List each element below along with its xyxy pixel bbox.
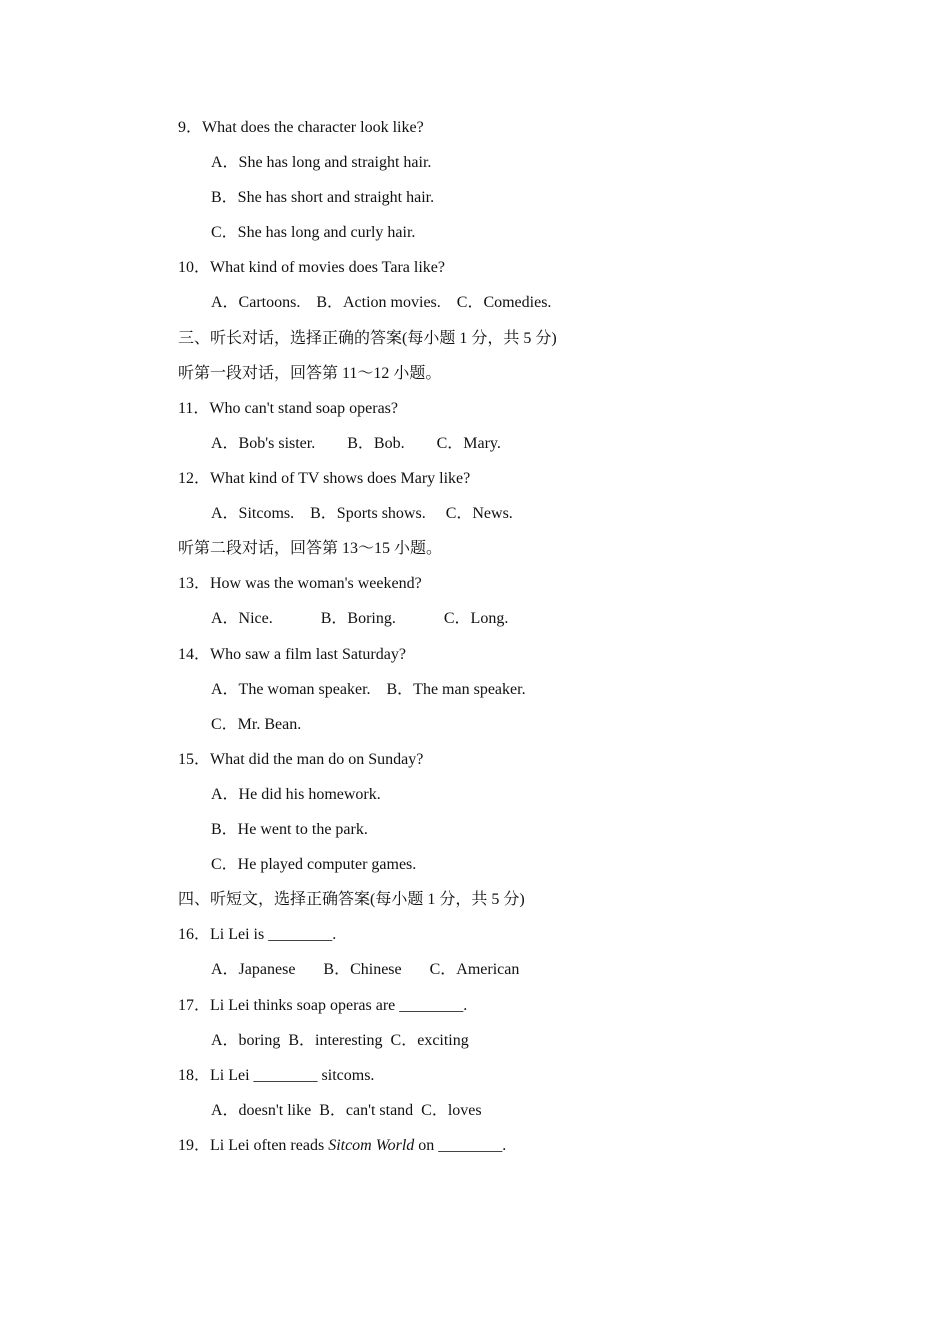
- question-19-title: Sitcom World: [328, 1137, 415, 1154]
- line-6: A．Cartoons. B．Action movies. C．Comedies.: [211, 294, 552, 311]
- line-16: 14．Who saw a film last Saturday?: [178, 646, 406, 663]
- line-29: A．doesn't like B．can't stand C．loves: [211, 1102, 482, 1119]
- line-18: C．Mr. Bean.: [211, 716, 302, 733]
- line-27: A．boring B．interesting C．exciting: [211, 1032, 469, 1049]
- line-14: 13．How was the woman's weekend?: [178, 575, 422, 592]
- section-heading-3: 三、听长对话，选择正确的答案(每小题 1 分，共 5 分): [178, 330, 557, 347]
- line-10: A．Bob's sister. B．Bob. C．Mary.: [211, 435, 501, 452]
- line-2: A．She has long and straight hair.: [211, 154, 432, 171]
- subsection-heading-1: 听第一段对话，回答第 11～12 小题。: [178, 365, 442, 382]
- line-15: A．Nice. B．Boring. C．Long.: [211, 610, 509, 627]
- question-19: [178, 1134, 506, 1158]
- section-heading-4: 四、听短文，选择正确答案(每小题 1 分，共 5 分): [178, 891, 525, 908]
- question-19-suffix: on ________.: [414, 1137, 507, 1154]
- line-25: A．Japanese B．Chinese C．American: [211, 961, 520, 978]
- line-26: 17．Li Lei thinks soap operas are ________.: [178, 997, 468, 1014]
- subsection-heading-2: 听第二段对话，回答第 13～15 小题。: [178, 540, 443, 557]
- line-22: C．He played computer games.: [211, 856, 417, 873]
- line-4: C．She has long and curly hair.: [211, 224, 416, 241]
- line-11: 12．What kind of TV shows does Mary like?: [178, 470, 471, 487]
- line-21: B．He went to the park.: [211, 821, 368, 838]
- line-19: 15．What did the man do on Sunday?: [178, 751, 424, 768]
- line-24: 16．Li Lei is ________.: [178, 926, 337, 943]
- question-19-prefix: 19．Li Lei often reads: [178, 1137, 329, 1154]
- line-5: 10．What kind of movies does Tara like?: [178, 259, 445, 276]
- line-9: 11．Who can't stand soap operas?: [178, 400, 399, 417]
- line-20: A．He did his homework.: [211, 786, 381, 803]
- line-3: B．She has short and straight hair.: [211, 189, 435, 206]
- line-28: 18．Li Lei ________ sitcoms.: [178, 1067, 375, 1084]
- line-12: A．Sitcoms. B．Sports shows. C．News.: [211, 505, 513, 522]
- line-1: 9．What does the character look like?: [178, 119, 424, 136]
- line-17: A．The woman speaker. B．The man speaker.: [211, 681, 526, 698]
